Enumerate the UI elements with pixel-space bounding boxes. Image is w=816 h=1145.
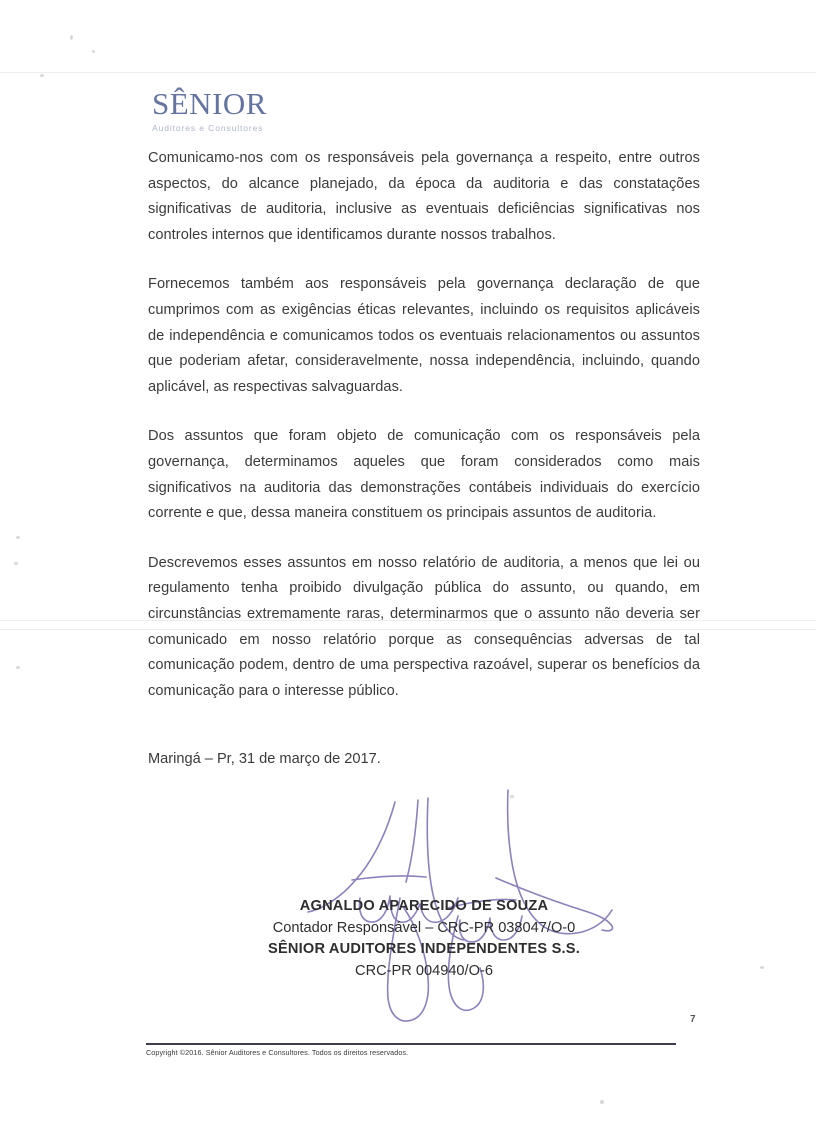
paragraph: Descrevemos esses assuntos em nosso relatório de auditoria, a menos que lei ou regulamento tenha proibido divulgação pública do assunto, ou quando, em circunstâncias extremamente raras, determinarmos que o assunto não deveria ser comunicado em nosso relatório porque as consequências adversas de tal comunicação podem, dentro de uma perspectiva razoável, superar os benefícios da comunicação para o interesse público. bbox=[148, 554, 700, 699]
footer-divider bbox=[146, 1043, 676, 1045]
paragraph: Fornecemos também aos responsáveis pela governança declaração de que cumprimos com as exigências éticas relevantes, incluindo os requisitos aplicáveis de independência e comunicamos todos os eventuais relacionamentos ou assuntos que poderiam afetar, consideravelmente, nossa independência, incluindo, quando aplicável, as respectivas salvaguardas. bbox=[148, 276, 700, 395]
page-number: 7 bbox=[690, 1014, 696, 1025]
scan-artifact-speck bbox=[92, 50, 95, 53]
signer-name: AGNALDO APARECIDO DE SOUZA bbox=[299, 898, 549, 914]
scan-artifact-speck bbox=[70, 35, 73, 40]
scan-artifact-speck bbox=[760, 966, 764, 969]
document-body bbox=[148, 146, 700, 728]
footer-copyright: Copyright ©2016. Sênior Auditores e Consultores. Todos os direitos reservados. bbox=[146, 1048, 409, 1057]
logo-wordmark: SÊNIOR bbox=[152, 86, 267, 121]
signature-block bbox=[148, 896, 700, 982]
company-logo bbox=[152, 88, 382, 133]
logo-tagline: Auditores e Consultores bbox=[152, 123, 264, 133]
scan-artifact-speck bbox=[40, 74, 44, 77]
scan-artifact-line bbox=[0, 72, 816, 73]
scan-artifact-speck bbox=[16, 666, 20, 669]
scan-artifact-speck bbox=[510, 795, 514, 798]
signer-role: Contador Responsável – CRC-PR 038047/O-0 bbox=[272, 919, 576, 936]
paragraph: Dos assuntos que foram objeto de comunicação com os responsáveis pela governança, determinamos aqueles que foram considerados como mais significativos na auditoria das demonstrações contábeis individuais do exercício corrente e que, dessa maneira constituem os principais assuntos de auditoria. bbox=[148, 428, 700, 522]
date-line: Maringá – Pr, 31 de março de 2017. bbox=[148, 751, 381, 767]
signer-firm: SÊNIOR AUDITORES INDEPENDENTES S.S. bbox=[268, 941, 580, 957]
paragraph: Comunicamo-nos com os responsáveis pela governança a respeito, entre outros aspectos, do alcance planejado, da época da auditoria e das constatações significativas de auditoria, inclusive as eventuais deficiências significativas nos controles internos que identificamos durante nossos trabalhos. bbox=[148, 150, 700, 243]
signer-firm-registration: CRC-PR 004940/O-6 bbox=[355, 962, 493, 979]
scan-artifact-speck bbox=[14, 562, 18, 565]
scan-artifact-speck bbox=[16, 536, 20, 539]
scan-artifact-speck bbox=[600, 1100, 604, 1104]
